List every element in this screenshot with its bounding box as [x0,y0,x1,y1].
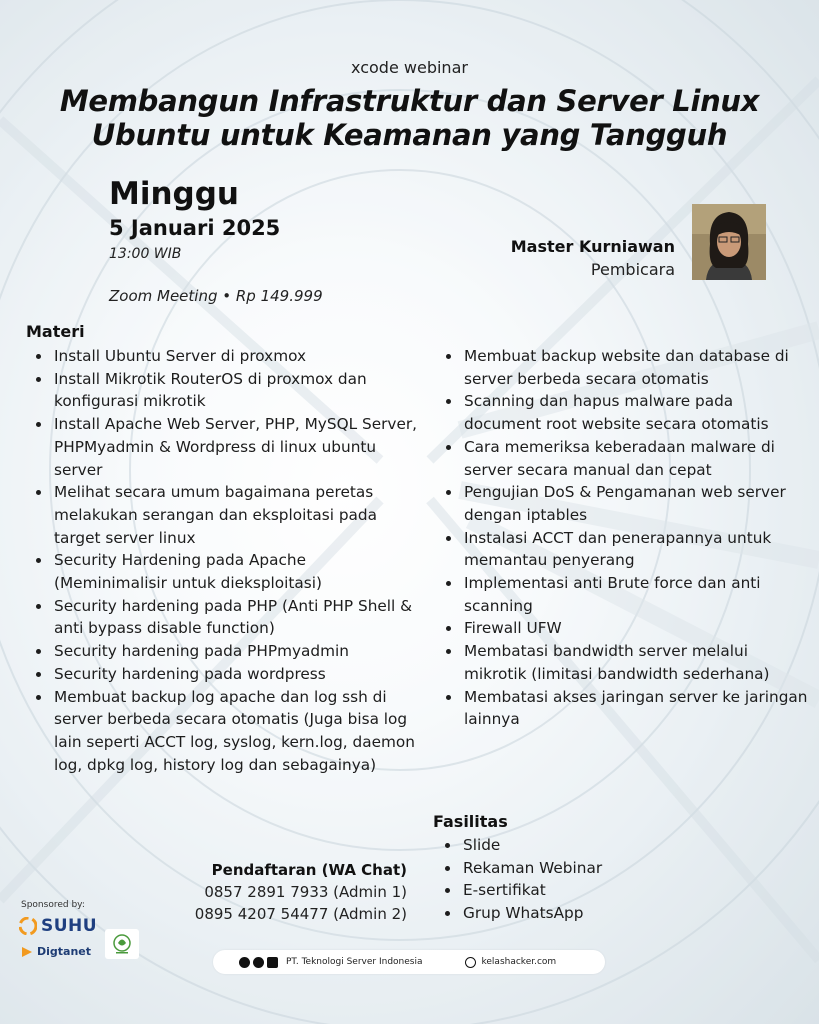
registration-phone-1[interactable]: 0857 2891 7933 (Admin 1) [204,883,407,901]
event-time: 13:00 WIB [109,246,182,262]
suhu-logo-icon [19,917,37,935]
title-line-1: Membangun Infrastruktur dan Server Linux [59,84,760,118]
footer-company: PT. Teknologi Server Indonesia [286,957,423,967]
list-item: Implementasi anti Brute force dan anti scanning [438,572,808,617]
fasilitas-heading: Fasilitas [433,812,508,831]
leaf-logo-icon [111,933,133,955]
list-item: Scanning dan hapus malware pada document root website secara otomatis [438,390,808,435]
list-item: Membatasi akses jaringan server ke jaringan lainnya [438,686,808,731]
list-item: Grup WhatsApp [437,902,677,925]
sponsor-logo-3 [105,929,139,959]
list-item: Install Apache Web Server, PHP, MySQL Server, PHPMyadmin & Wordpress di linux ubuntu server [28,413,423,481]
title-line-2: Ubuntu untuk Keamanan yang Tangguh [91,118,728,152]
speaker-avatar [692,204,766,280]
footer-website-link[interactable] [465,957,557,968]
event-venue-price: Zoom Meeting • Rp 149.999 [109,287,323,305]
digtanet-logo [21,945,91,958]
list-item: Firewall UFW [438,617,808,640]
list-item: Security hardening pada PHPmyadmin [28,640,423,663]
list-item: Membuat backup website dan database di server berbeda secara otomatis [438,345,808,390]
list-item: E-sertifikat [437,879,677,902]
list-item: Membuat backup log apache dan log ssh di server berbeda secara otomatis (Juga bisa log lain seperti ACCT log, syslog, kern.log, daemon log, dpkg log, history log dan sebagainya) [28,686,423,777]
list-item: Pengujian DoS & Pengamanan web server dengan iptables [438,481,808,526]
youtube-icon[interactable] [253,957,264,968]
footer-website[interactable]: kelashacker.com [481,957,557,967]
list-item: Slide [437,834,677,857]
list-item: Instalasi ACCT dan penerapannya untuk memantau penyerang [438,527,808,572]
materi-list-left [28,345,423,776]
fasilitas-list [437,834,677,925]
list-item: Install Mikrotik RouterOS di proxmox dan konfigurasi mikrotik [28,368,423,413]
footer-bar [213,950,605,974]
sponsor-label: Sponsored by: [21,900,85,910]
registration-block [195,859,407,925]
event-day: Minggu [109,176,239,212]
registration-phone-2[interactable]: 0895 4207 54477 (Admin 2) [194,905,407,923]
page-title [0,84,819,152]
list-item: Install Ubuntu Server di proxmox [28,345,423,368]
list-item: Melihat secara umum bagaimana peretas melakukan serangan dan eksploitasi pada target server linux [28,481,423,549]
speaker-name: Master Kurniawan [510,237,675,256]
speaker-role: Pembicara [590,260,675,279]
linkedin-icon[interactable] [267,957,278,968]
instagram-icon[interactable] [239,957,250,968]
list-item: Cara memeriksa keberadaan malware di server secara manual dan cepat [438,436,808,481]
list-item: Security hardening pada PHP (Anti PHP Shell & anti bypass disable function) [28,595,423,640]
suhu-logo [19,915,97,937]
list-item: Security Hardening pada Apache (Meminimalisir untuk dieksploitasi) [28,549,423,594]
digtanet-logo-icon [21,946,33,958]
event-date: 5 Januari 2025 [109,216,281,240]
digtanet-logo-text: Digtanet [37,945,92,958]
suhu-logo-text: SUHU [41,916,98,936]
list-item: Security hardening pada wordpress [28,663,423,686]
materi-list-right [438,345,808,731]
globe-icon [465,957,476,968]
social-icons [239,957,278,968]
list-item: Rekaman Webinar [437,857,677,880]
list-item: Membatasi bandwidth server melalui mikrotik (limitasi bandwidth sederhana) [438,640,808,685]
registration-heading: Pendaftaran (WA Chat) [211,861,407,879]
materi-heading: Materi [26,322,85,341]
event-series-label: xcode webinar [351,58,468,77]
